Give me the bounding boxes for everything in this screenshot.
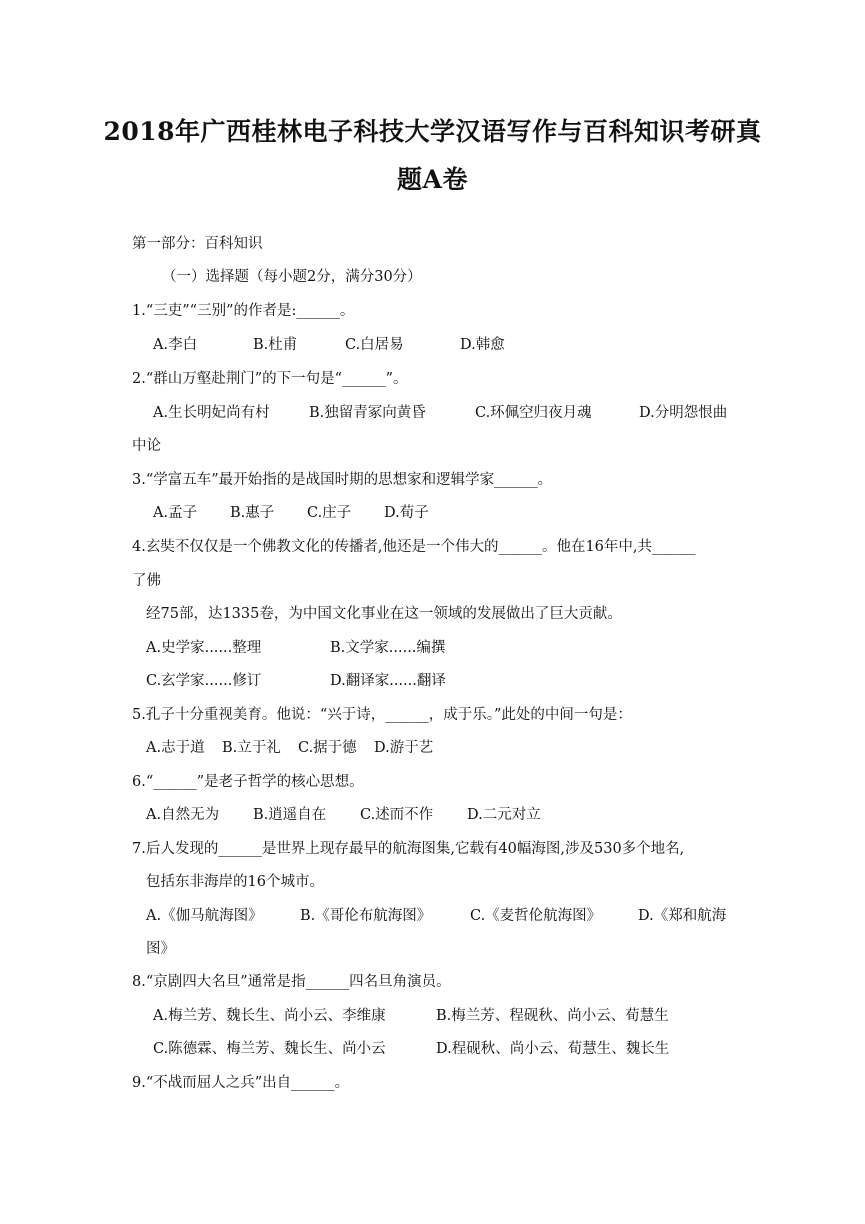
question-7-stem-line2: 包括东非海岸的16个城市。 [146, 874, 324, 890]
question-8-stem: 8.“京剧四大名旦”通常是指______四名旦角演员。 [132, 974, 451, 990]
option-b: B.梅兰芳、程砚秋、尚小云、荀慧生 [436, 1008, 669, 1024]
option-a: A.李白 [153, 337, 198, 353]
question-2-options [153, 401, 727, 422]
option-b: B.立于礼 [222, 740, 281, 756]
option-b: B.文学家......编撰 [330, 640, 446, 656]
option-a: A.生长明妃尚有村 [153, 405, 270, 421]
question-6-stem: 6.“______”是老子哲学的核心思想。 [132, 774, 364, 790]
question-4-options-row1 [146, 636, 445, 657]
option-d: D.韩愈 [460, 337, 505, 353]
option-c: C.述而不作 [360, 807, 434, 823]
question-7-continuation: 图》 [146, 941, 175, 957]
question-2-stem: 2.“群山万壑赴荆门”的下一句是“______”。 [132, 371, 408, 387]
question-9-stem: 9.“不战而屈人之兵”出自______。 [132, 1075, 350, 1091]
question-1-stem: 1.“三吏”“三别”的作者是:______。 [132, 303, 355, 319]
option-a: A.梅兰芳、魏长生、尚小云、李维康 [153, 1008, 386, 1024]
option-a: A.史学家......整理 [146, 640, 262, 656]
option-c: C.据于德 [298, 740, 357, 756]
option-b: B.独留青冢向黄昏 [309, 405, 426, 421]
option-a: A.自然无为 [146, 807, 220, 823]
section-heading: （一）选择题（每小题2分，满分30分） [162, 269, 422, 285]
question-3-stem: 3.“学富五车”最开始指的是战国时期的思想家和逻辑学家______。 [132, 472, 553, 488]
document-title-line2: 题A卷 [397, 165, 468, 194]
question-1-options [153, 333, 505, 354]
option-b: B.杜甫 [253, 337, 298, 353]
question-4-stem-line2: 了佛 [132, 573, 161, 589]
option-d: D.二元对立 [467, 807, 541, 823]
question-4-stem: 4.玄奘不仅仅是一个佛教文化的传播者,他还是一个伟大的______。他在16年中,共______ [132, 539, 696, 555]
question-5-options [146, 736, 433, 757]
option-a: A.孟子 [153, 505, 198, 521]
option-c: C.环佩空归夜月魂 [475, 405, 592, 421]
option-d: D.翻译家......翻译 [330, 673, 446, 689]
option-d: D.荀子 [384, 505, 429, 521]
question-7-options [146, 904, 726, 925]
question-4-options-row2 [146, 669, 446, 690]
question-3-options [153, 501, 429, 522]
question-4-stem-line3: 经75部，达1335卷，为中国文化事业在这一领域的发展做出了巨大贡献。 [146, 606, 622, 622]
option-a: A.《伽马航海图》 [146, 908, 263, 924]
option-d: D.程砚秋、尚小云、荀慧生、魏长生 [436, 1041, 670, 1057]
question-7-stem: 7.后人发现的______是世界上现存最早的航海图集,它载有40幅海图,涉及530多个地名, [132, 841, 685, 857]
option-b: B.惠子 [230, 505, 275, 521]
question-8-options-row1 [153, 1004, 669, 1025]
option-d: D.《郑和航海 [638, 908, 727, 924]
option-d: D.分明怨恨曲 [639, 405, 728, 421]
part-heading: 第一部分：百科知识 [132, 236, 263, 252]
option-b: B.逍遥自在 [253, 807, 327, 823]
question-5-stem: 5.孔子十分重视美育。他说：“兴于诗，______，成于乐。”此处的中间一句是： [132, 707, 632, 723]
option-c: C.《麦哲伦航海图》 [470, 908, 602, 924]
option-b: B.《哥伦布航海图》 [300, 908, 432, 924]
option-c: C.白居易 [345, 337, 404, 353]
question-2-continuation: 中论 [132, 438, 161, 454]
option-c: C.玄学家......修订 [146, 673, 262, 689]
option-d: D.游于艺 [374, 740, 434, 756]
option-a: A.志于道 [146, 740, 205, 756]
question-8-options-row2 [153, 1037, 669, 1058]
option-c: C.陈德霖、梅兰芳、魏长生、尚小云 [153, 1041, 386, 1057]
question-6-options [146, 803, 541, 824]
option-c: C.庄子 [307, 505, 352, 521]
document-title-line1: 2018年广西桂林电子科技大学汉语写作与百科知识考研真 [103, 117, 762, 146]
